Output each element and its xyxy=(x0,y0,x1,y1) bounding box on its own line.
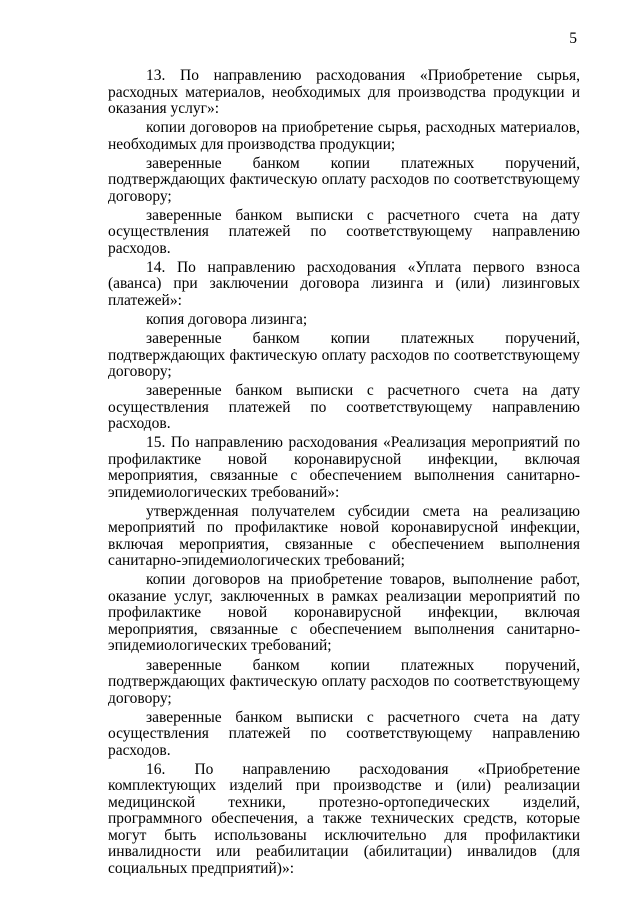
document-body xyxy=(108,68,580,880)
paragraph-14-heading: 14. По направлению расходования «Уплата первого взноса (аванса) при заключении договора лизинга и (или) лизинговых платежей»: xyxy=(108,258,580,309)
paragraph-15-item-contracts: копии договоров на приобретение товаров, выполнение работ, оказание услуг, заключенных в рамках реализации мероприятий по профилактике новой коронавирусной инфекции, включая мероприятия, связанные с обеспечением выполнения санитарно-эпидемиологических требований; xyxy=(108,571,580,655)
paragraph-14-item-bank-statements: заверенные банком выписки с расчетного счета на дату осуществления платежей по соответствующему направлению расходов. xyxy=(108,382,580,433)
paragraph-13-item-contracts: копии договоров на приобретение сырья, расходных материалов, необходимых для производства продукции; xyxy=(108,119,580,153)
paragraph-15-item-payment-orders: заверенные банком копии платежных поручений, подтверждающих фактическую оплату расходов по соответствующему договору; xyxy=(108,656,580,707)
paragraph-15-heading: 15. По направлению расходования «Реализация мероприятий по профилактике новой коронавирусной инфекции, включая мероприятия, связанные с обеспечением выполнения санитарно-эпидемиологических требований»: xyxy=(108,434,580,501)
page-number: 5 xyxy=(569,30,577,47)
paragraph-15-item-estimate: утвержденная получателем субсидии смета на реализацию мероприятий по профилактике новой коронавирусной инфекции, включая мероприятия, связанные с обеспечением выполнения санитарно-эпидемиологических требований; xyxy=(108,502,580,570)
paragraph-13-heading: 13. По направлению расходования «Приобретение сырья, расходных материалов, необходимых для производства продукции и оказания услуг»: xyxy=(108,67,580,117)
paragraph-13-item-bank-statements: заверенные банком выписки с расчетного счета на дату осуществления платежей по соответствующему направлению расходов. xyxy=(108,206,580,257)
paragraph-14-item-payment-orders: заверенные банком копии платежных поручений, подтверждающих фактическую оплату расходов по соответствующему договору; xyxy=(108,330,580,381)
paragraph-14-item-leasing-contract: копия договора лизинга; xyxy=(146,310,308,328)
paragraph-16-heading: 16. По направлению расходования «Приобретение комплектующих изделий при производстве и (или) реализации медицинской техники, протезно-ортопедических изделий, программного обеспечения, а также технических средств, которые могут быть использованы исключительно для профилактики инвалидности или реабилитации (абилитации) инвалидов (для социальных предприятий)»: xyxy=(108,760,580,877)
paragraph-13-item-payment-orders: заверенные банком копии платежных поручений, подтверждающих фактическую оплату расходов по соответствующему договору; xyxy=(108,154,580,205)
paragraph-15-item-bank-statements: заверенные банком выписки с расчетного счета на дату осуществления платежей по соответствующему направлению расходов. xyxy=(108,708,580,759)
